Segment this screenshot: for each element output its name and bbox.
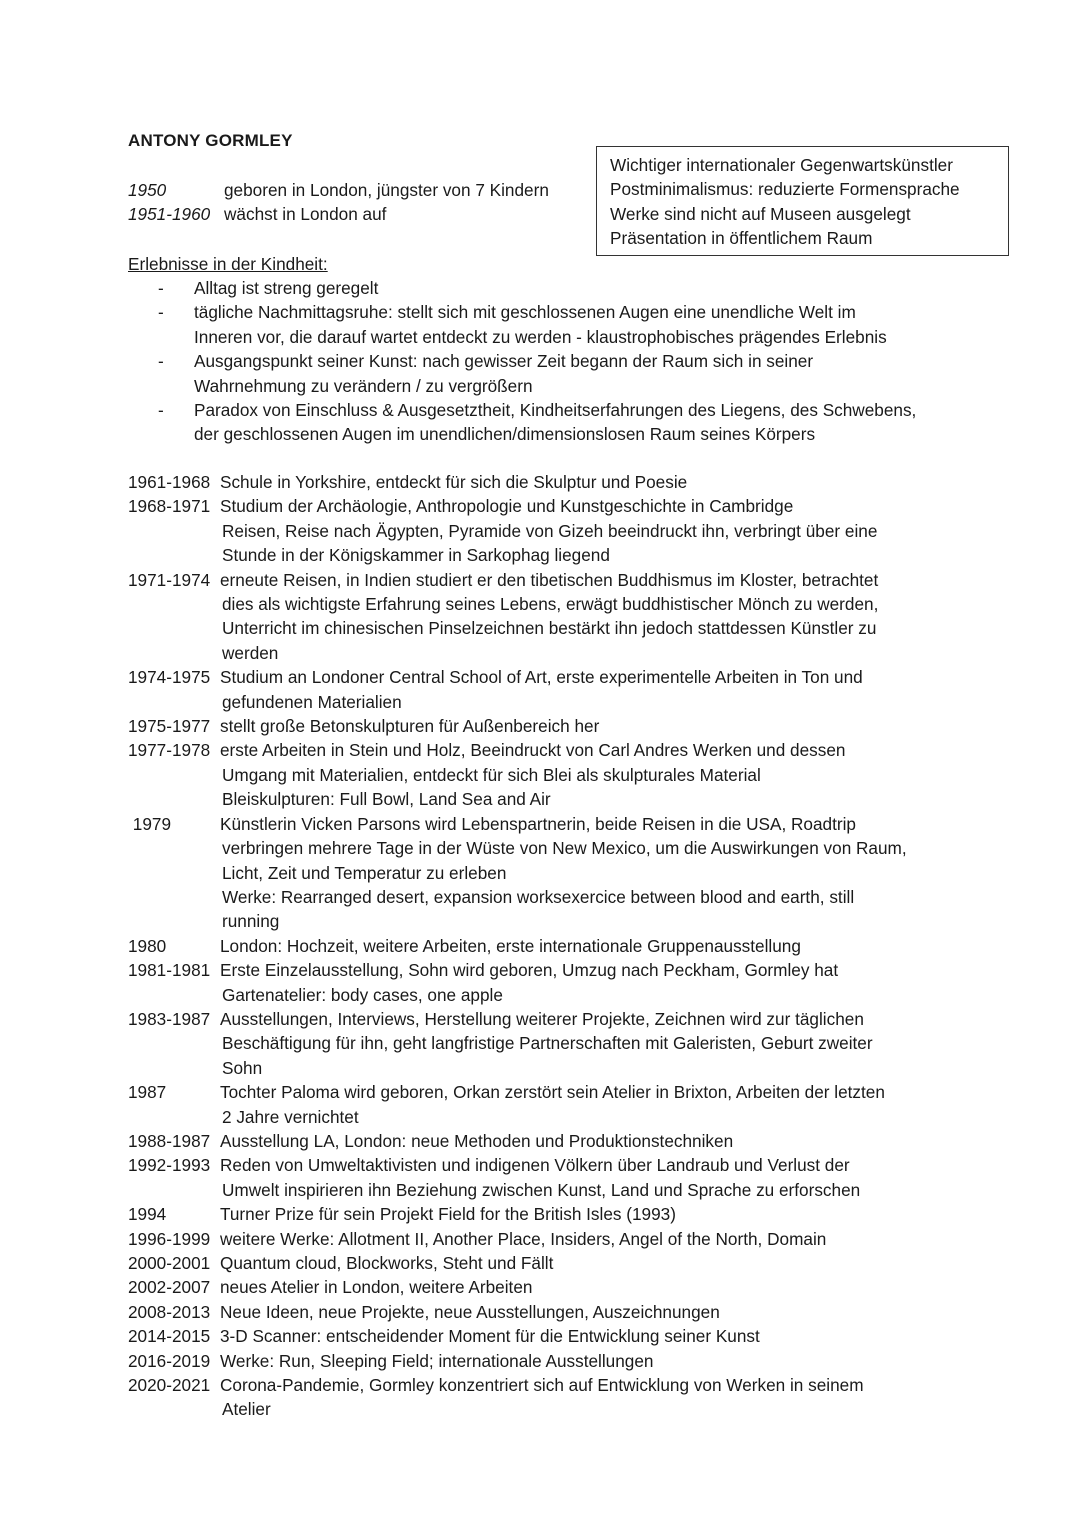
timeline-line: Umwelt inspirieren ihn Beziehung zwischen Kunst, Land und Sprache zu erforschen [222,1179,861,1200]
timeline-line: Beschäftigung für ihn, geht langfristige Partnerschaften mit Galeristen, Geburt zweiter [222,1033,873,1054]
timeline-entry [128,1080,988,1129]
childhood-item [128,349,988,398]
info-line: Präsentation in öffentlichem Raum [610,228,873,249]
timeline-entry [128,1202,988,1226]
timeline-text [220,1007,988,1080]
timeline-line: Künstlerin Vicken Parsons wird Lebenspartnerin, beide Reisen in die USA, Roadtrip [220,813,856,834]
childhood-list [128,276,988,447]
timeline-year: 1971-1974 [128,569,211,590]
bullet-dash: - [158,351,164,372]
timeline-entry [128,714,988,738]
childhood-item [128,300,988,349]
timeline-line: Corona-Pandemie, Gormley konzentriert sich auf Entwicklung von Werken in seinem [220,1375,864,1396]
timeline-year: 1977-1978 [128,740,211,761]
timeline-entry [128,1373,988,1422]
timeline-entry [128,470,988,494]
timeline-text [220,494,988,567]
timeline-entry [128,1129,988,1153]
timeline-line: Unterricht im chinesischen Pinselzeichnen bestärkt ihn jedoch stattdessen Künstler zu [222,618,877,639]
early-text: geboren in London, jüngster von 7 Kindern [224,180,549,200]
timeline-text [220,470,988,494]
timeline-text [220,934,988,958]
timeline-line: verbringen mehrere Tage in der Wüste von New Mexico, um die Auswirkungen von Raum, [222,838,907,859]
timeline-line: Werke: Run, Sleeping Field; internationale Ausstellungen [220,1350,654,1371]
early-year: 1950 [128,180,167,200]
timeline-line: Quantum cloud, Blockworks, Steht und Fällt [220,1253,554,1273]
childhood-item [128,276,988,300]
timeline-text [220,1202,988,1226]
bullet-dash: - [158,302,164,323]
timeline-text [220,1324,988,1348]
early-year: 1951-1960 [128,204,211,225]
timeline-text [220,714,988,738]
timeline-line: Werke: Rearranged desert, expansion worksexercice between blood and earth, still [222,886,855,907]
timeline-text [220,568,988,666]
timeline-line: running [222,911,280,932]
timeline-text [220,1153,988,1202]
childhood-line: Paradox von Einschluss & Ausgesetztheit, Kindheitserfahrungen des Liegens, des Schwebens, [194,400,917,421]
timeline-year: 1994 [128,1204,167,1225]
timeline-line: Bleiskulpturen: Full Bowl, Land Sea and Air [222,789,551,810]
timeline-year: 1987 [128,1082,167,1103]
timeline-year: 1980 [128,935,167,956]
timeline-text [220,738,988,811]
timeline-text [220,958,988,1007]
timeline-year: 1979 [128,813,172,834]
timeline-text [220,1227,988,1251]
timeline-line: stellt große Betonskulpturen für Außenbereich her [220,716,600,737]
timeline-year: 1992-1993 [128,1155,211,1176]
timeline-line: Sohn [222,1057,263,1078]
timeline-line: Reisen, Reise nach Ägypten, Pyramide von Gizeh beeindruckt ihn, verbringt über eine [222,520,878,541]
timeline-line: Ausstellung LA, London: neue Methoden und Produktionstechniken [220,1130,734,1151]
timeline-line: Schule in Yorkshire, entdeckt für sich die Skulptur und Poesie [220,472,688,492]
timeline-entry [128,1349,988,1373]
timeline-year: 1968-1971 [128,496,211,517]
timeline-year: 1961-1968 [128,472,211,492]
timeline-entry [128,1300,988,1324]
childhood-line: Inneren vor, die darauf wartet entdeckt zu werden - klaustrophobisches prägendes Erlebnis [194,326,887,347]
timeline-line: Turner Prize für sein Projekt Field for the British Isles (1993) [220,1204,676,1225]
childhood-line: Ausgangspunkt seiner Kunst: nach gewisser Zeit begann der Raum sich in seiner [194,351,814,372]
childhood-line: Alltag ist streng geregelt [194,278,379,298]
timeline-year: 1988-1987 [128,1130,211,1151]
timeline-line: 2 Jahre vernichtet [222,1106,359,1127]
document-title: ANTONY GORMLEY [128,131,293,150]
bullet-dash: - [158,278,164,298]
timeline-text [220,812,988,934]
early-row [128,202,549,226]
childhood-heading: Erlebnisse in der Kindheit: [128,254,328,274]
timeline-text [220,1349,988,1373]
timeline-entry [128,494,988,567]
timeline-year: 2014-2015 [128,1326,211,1347]
childhood-line: Wahrnehmung zu verändern / zu vergrößern [194,375,533,396]
timeline-entry [128,934,988,958]
timeline-line: werden [222,642,279,663]
timeline-line: Reden von Umweltaktivisten und indigenen Völkern über Landraub und Verlust der [220,1155,850,1176]
childhood-item [128,398,988,447]
early-row [128,178,549,202]
timeline-line: gefundenen Materialien [222,691,402,712]
timeline-text [220,1251,988,1275]
timeline-line: erneute Reisen, in Indien studiert er den tibetischen Buddhismus im Kloster, betrachtet [220,569,879,590]
timeline-year: 1996-1999 [128,1228,211,1249]
timeline-line: Studium der Archäologie, Anthropologie und Kunstgeschichte in Cambridge [220,496,794,517]
timeline-line: dies als wichtigste Erfahrung seines Lebens, erwägt buddhistischer Mönch zu werden, [222,594,879,615]
timeline-line: Umgang mit Materialien, entdeckt für sich Blei als skulpturales Material [222,764,761,785]
timeline-text [220,1275,988,1299]
timeline-line: Atelier [222,1399,271,1420]
timeline-text [220,1373,988,1422]
timeline-line: Stunde in der Königskammer in Sarkophag liegend [222,545,610,566]
timeline-entry [128,1324,988,1348]
timeline-year: 2020-2021 [128,1375,211,1396]
timeline-line: Studium an Londoner Central School of Art, erste experimentelle Arbeiten in Ton und [220,667,863,688]
timeline-line: Neue Ideen, neue Projekte, neue Ausstellungen, Auszeichnungen [220,1301,720,1322]
timeline-line: weitere Werke: Allotment II, Another Place, Insiders, Angel of the North, Domain [220,1228,827,1249]
timeline-line: Gartenatelier: body cases, one apple [222,984,503,1005]
childhood-line: tägliche Nachmittagsruhe: stellt sich mit geschlossenen Augen eine unendliche Welt im [194,302,856,323]
timeline-year: 2008-2013 [128,1301,211,1322]
info-line: Postminimalismus: reduzierte Formensprache [610,179,960,200]
timeline-line: London: Hochzeit, weitere Arbeiten, erste internationale Gruppenausstellung [220,935,801,956]
early-text: wächst in London auf [224,204,387,225]
timeline-line: Ausstellungen, Interviews, Herstellung weiterer Projekte, Zeichnen wird zur täglichen [220,1008,864,1029]
bullet-dash: - [158,400,164,421]
timeline-year: 1983-1987 [128,1008,211,1029]
timeline-year: 1981-1981 [128,960,211,981]
timeline-year: 1975-1977 [128,716,211,737]
timeline-line: Erste Einzelausstellung, Sohn wird geboren, Umzug nach Peckham, Gormley hat [220,960,839,981]
timeline-entry [128,1007,988,1080]
timeline-entry [128,738,988,811]
timeline-line: erste Arbeiten in Stein und Holz, Beeindruckt von Carl Andres Werken und dessen [220,740,846,761]
timeline-text [220,1129,988,1153]
timeline-line: 3-D Scanner: entscheidender Moment für die Entwicklung seiner Kunst [220,1326,760,1347]
timeline-year: 2000-2001 [128,1253,211,1273]
timeline-line: Tochter Paloma wird geboren, Orkan zerstört sein Atelier in Brixton, Arbeiten der letzten [220,1082,885,1103]
timeline-entry [128,1153,988,1202]
timeline [128,470,988,1422]
timeline-entry [128,1251,988,1275]
childhood-line: der geschlossenen Augen im unendlichen/dimensionslosen Raum seines Körpers [194,424,816,445]
timeline-text [220,665,988,714]
timeline-entry [128,1275,988,1299]
timeline-entry [128,665,988,714]
timeline-text [220,1080,988,1129]
timeline-text [220,1300,988,1324]
timeline-year: 2002-2007 [128,1277,211,1298]
timeline-line: neues Atelier in London, weitere Arbeiten [220,1277,533,1298]
timeline-entry [128,1227,988,1251]
timeline-year: 2016-2019 [128,1350,211,1371]
timeline-entry [128,958,988,1007]
timeline-year: 1974-1975 [128,667,211,688]
info-line: Werke sind nicht auf Museen ausgelegt [610,203,911,224]
timeline-entry [128,568,988,666]
early-life [128,178,549,227]
timeline-entry [128,812,988,934]
timeline-line: Licht, Zeit und Temperatur zu erleben [222,862,507,883]
info-line: Wichtiger internationaler Gegenwartskünstler [610,155,953,175]
info-box [596,146,1009,256]
